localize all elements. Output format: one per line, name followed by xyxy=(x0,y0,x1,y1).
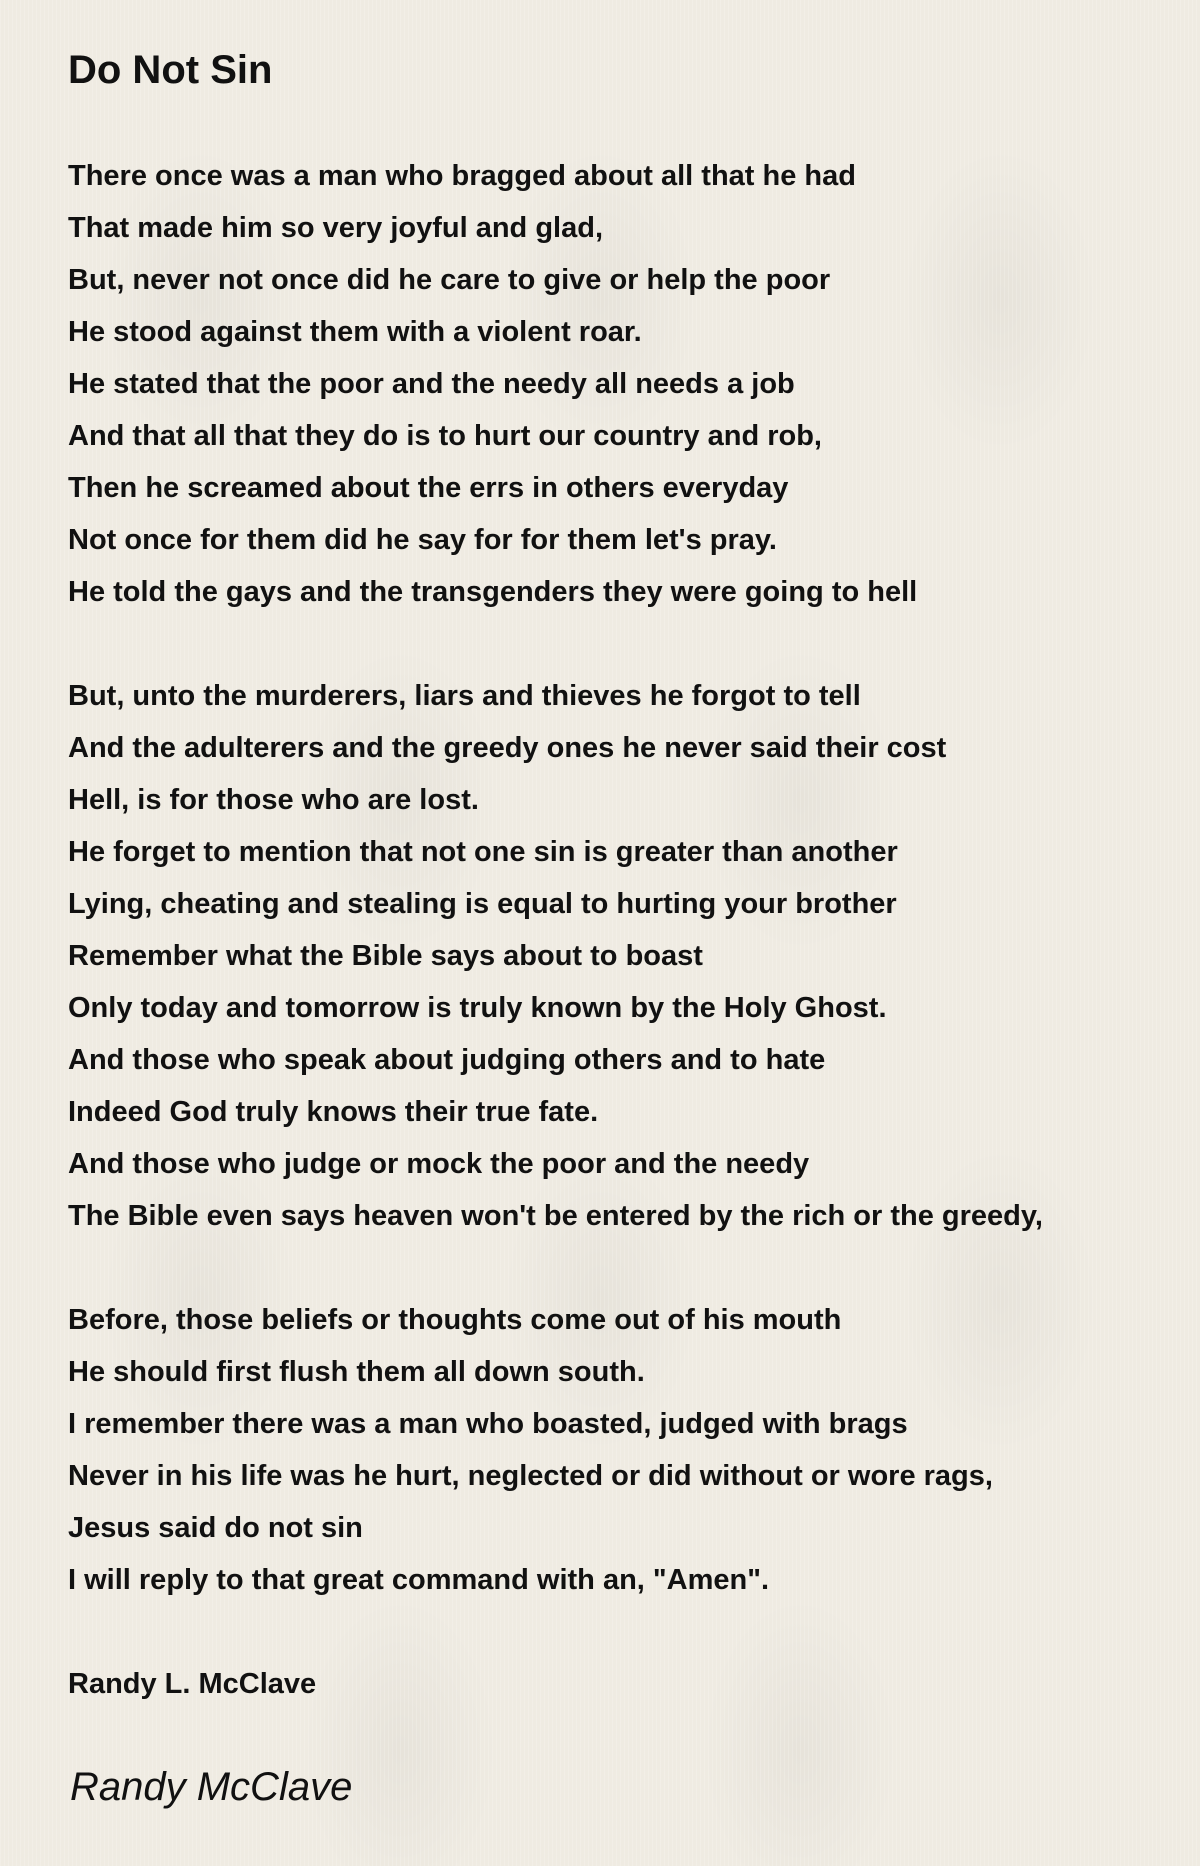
poem-line: He stood against them with a violent roar. xyxy=(68,316,642,348)
poem-line: Remember what the Bible says about to boast xyxy=(68,940,703,972)
poem-line: Not once for them did he say for for them let's pray. xyxy=(68,524,777,556)
stanza-2 xyxy=(68,670,1178,1242)
poem-line: And that all that they do is to hurt our country and rob, xyxy=(68,420,822,452)
author-signature: Randy McClave xyxy=(70,1765,353,1809)
poem-line: He told the gays and the transgenders they were going to hell xyxy=(68,576,918,608)
poem-line: Before, those beliefs or thoughts come out of his mouth xyxy=(68,1304,842,1336)
poem-body xyxy=(68,150,1178,1658)
poem-line: Jesus said do not sin xyxy=(68,1512,363,1544)
poem-line: And those who speak about judging others and to hate xyxy=(68,1044,826,1076)
poem-line: That made him so very joyful and glad, xyxy=(68,212,603,244)
poem-line: Hell, is for those who are lost. xyxy=(68,784,479,816)
author-byline: Randy L. McClave xyxy=(68,1668,317,1700)
stanza-3 xyxy=(68,1294,1178,1606)
poem-line: But, unto the murderers, liars and thieves he forgot to tell xyxy=(68,680,861,712)
stanza-1 xyxy=(68,150,1178,618)
poem-line: There once was a man who bragged about all that he had xyxy=(68,160,856,192)
poem-line: And those who judge or mock the poor and the needy xyxy=(68,1148,810,1180)
poem-line: He forget to mention that not one sin is greater than another xyxy=(68,836,898,868)
poem-line: The Bible even says heaven won't be entered by the rich or the greedy, xyxy=(68,1200,1043,1232)
poem-line: He stated that the poor and the needy all needs a job xyxy=(68,368,795,400)
poem-line: Indeed God truly knows their true fate. xyxy=(68,1096,599,1128)
poem-title: Do Not Sin xyxy=(68,48,273,92)
poem-line: I will reply to that great command with an, "Amen". xyxy=(68,1564,770,1596)
poem-line: I remember there was a man who boasted, judged with brags xyxy=(68,1408,908,1440)
poem-line: Never in his life was he hurt, neglected or did without or wore rags, xyxy=(68,1460,993,1492)
poem-line: Only today and tomorrow is truly known by the Holy Ghost. xyxy=(68,992,887,1024)
poem-line: He should first flush them all down south. xyxy=(68,1356,645,1388)
poem-line: Then he screamed about the errs in others everyday xyxy=(68,472,789,504)
poem-line: And the adulterers and the greedy ones he never said their cost xyxy=(68,732,947,764)
poem-line: But, never not once did he care to give or help the poor xyxy=(68,264,831,296)
poem-line: Lying, cheating and stealing is equal to hurting your brother xyxy=(68,888,897,920)
